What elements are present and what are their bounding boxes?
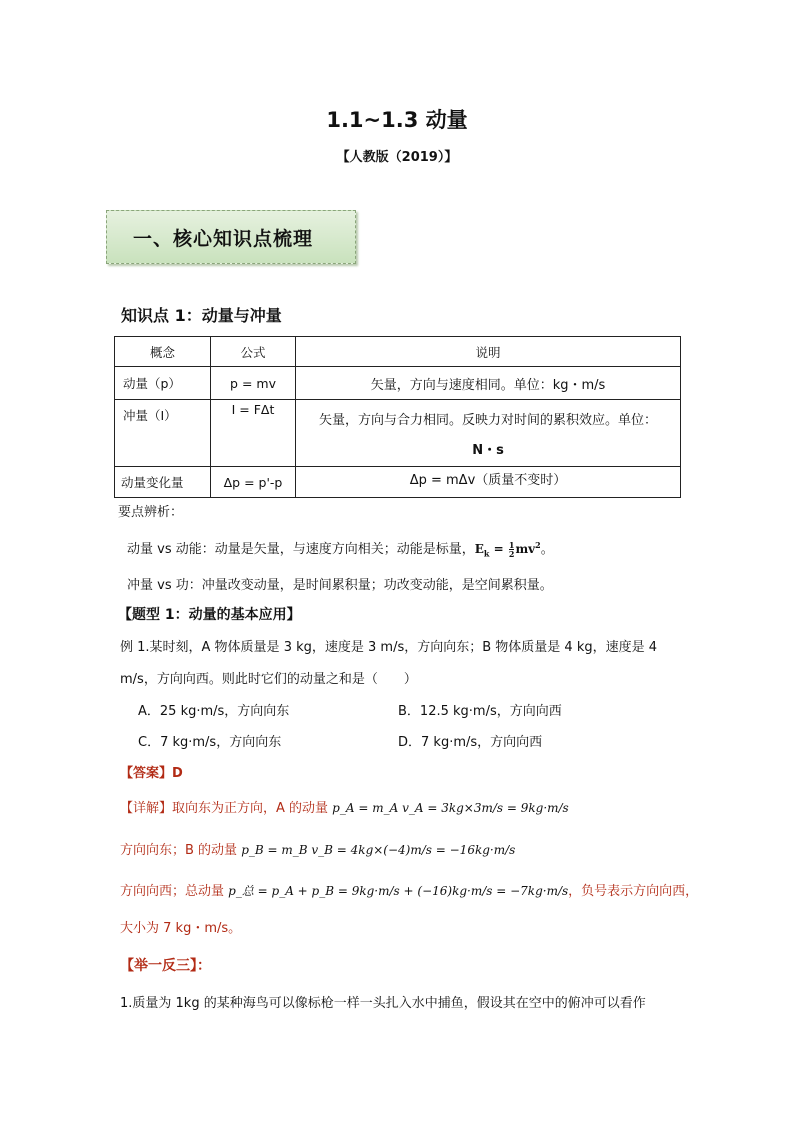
detail-text-tail: ，负号表示方向向西， — [568, 884, 699, 899]
option-d: D．7 kg·m/s，方向向西 — [398, 735, 543, 750]
table-cell-formula: Δp = p'-p — [211, 467, 296, 498]
table-header-cell: 说明 — [296, 337, 681, 367]
formula-symbol: E — [474, 542, 484, 556]
detail-text: 方向向西；总动量 — [120, 884, 229, 899]
option-b: B．12.5 kg·m/s，方向向西 — [398, 704, 562, 719]
practice-item-1: 1.质量为 1kg 的某种海鸟可以像标枪一样一头扎入水中捕鱼，假设其在空中的俯冲可以看作 — [120, 996, 646, 1011]
knowledge-point-title: 知识点 1：动量与冲量 — [121, 306, 282, 325]
table-cell-description-line: 矢量，方向与合力相同。反映力对时间的累积效应。单位： — [318, 413, 657, 428]
table-header-cell: 概念 — [115, 337, 211, 367]
notes-heading: 要点辨析： — [118, 505, 184, 520]
note-suffix: 。 — [540, 542, 554, 557]
table-cell-concept: 动量（p） — [115, 367, 211, 400]
question-type-title: 【题型 1：动量的基本应用】 — [118, 607, 301, 623]
table-cell-description — [296, 400, 681, 467]
section-banner — [106, 210, 356, 264]
note-impulse-vs-work: 冲量 vs 功：冲量改变动量，是时间累积量；功改变动能，是空间累积量。 — [127, 578, 553, 593]
detail-line-3 — [120, 880, 698, 899]
detail-line-1 — [120, 797, 569, 816]
option-a: A．25 kg·m/s，方向向东 — [138, 704, 290, 719]
table-header-cell: 公式 — [211, 337, 296, 367]
formula-equals: = — [489, 542, 508, 556]
knowledge-table — [114, 336, 681, 498]
table-cell-formula: I = FΔt — [211, 400, 296, 467]
answer-label: 【答案】D — [120, 766, 183, 781]
table-cell-concept: 动量变化量 — [115, 467, 211, 498]
fraction-numerator: 1 — [508, 540, 515, 550]
note-text: 动量 vs 动能：动量是矢量，与速度方向相关；动能是标量， — [127, 542, 475, 557]
detail-text: 方向向东；B 的动量 — [120, 843, 242, 858]
formula-superscript: 2 — [535, 540, 541, 550]
table-header-row — [115, 337, 681, 367]
page-title: 1.1~1.3 动量 — [326, 108, 468, 132]
kinetic-energy-formula — [474, 540, 541, 559]
fraction-denominator: 2 — [508, 549, 515, 559]
detail-formula: p_总 = p_A + p_B = 9kg·m/s + (−16)kg·m/s = −7kg·m/s — [228, 884, 569, 898]
edition-label: 【人教版（2019）】 — [336, 150, 458, 165]
detail-formula: p_B = m_B v_B = 4kg×(−4)m/s = −16kg·m/s — [241, 843, 516, 857]
practice-title: 【举一反三】： — [120, 958, 211, 974]
detail-line-4: 大小为 7 kg・m/s。 — [120, 921, 242, 936]
table-cell-formula: p = mv — [211, 367, 296, 400]
note-momentum-vs-kinetic — [127, 538, 554, 558]
detail-formula: p_A = m_A v_A = 3kg×3m/s = 9kg·m/s — [332, 801, 569, 815]
formula-subscript: k — [483, 548, 490, 559]
table-cell-description-unit: N・s — [472, 443, 504, 458]
table-cell-concept: 冲量（I） — [115, 400, 211, 467]
table-cell-description: 矢量，方向与速度相同。单位：kg・m/s — [296, 367, 681, 400]
section-banner-title: 一、核心知识点梳理 — [133, 227, 314, 250]
table-row — [115, 467, 681, 498]
option-c: C．7 kg·m/s，方向向东 — [138, 735, 282, 750]
detail-line-2 — [120, 839, 515, 858]
table-row — [115, 367, 681, 400]
example-line-2: m/s，方向向西。则此时它们的动量之和是（ ） — [120, 672, 417, 687]
fraction — [509, 541, 515, 558]
example-line-1: 例 1.某时刻，A 物体质量是 3 kg，速度是 3 m/s，方向向东；B 物体质量是 4 kg，速度是 4 — [120, 640, 657, 655]
table-cell-description: Δp = mΔv（质量不变时） — [296, 467, 681, 498]
table-row — [115, 400, 681, 467]
formula-term: mv — [515, 542, 536, 556]
detail-text: 【详解】取向东为正方向，A 的动量 — [120, 801, 333, 816]
